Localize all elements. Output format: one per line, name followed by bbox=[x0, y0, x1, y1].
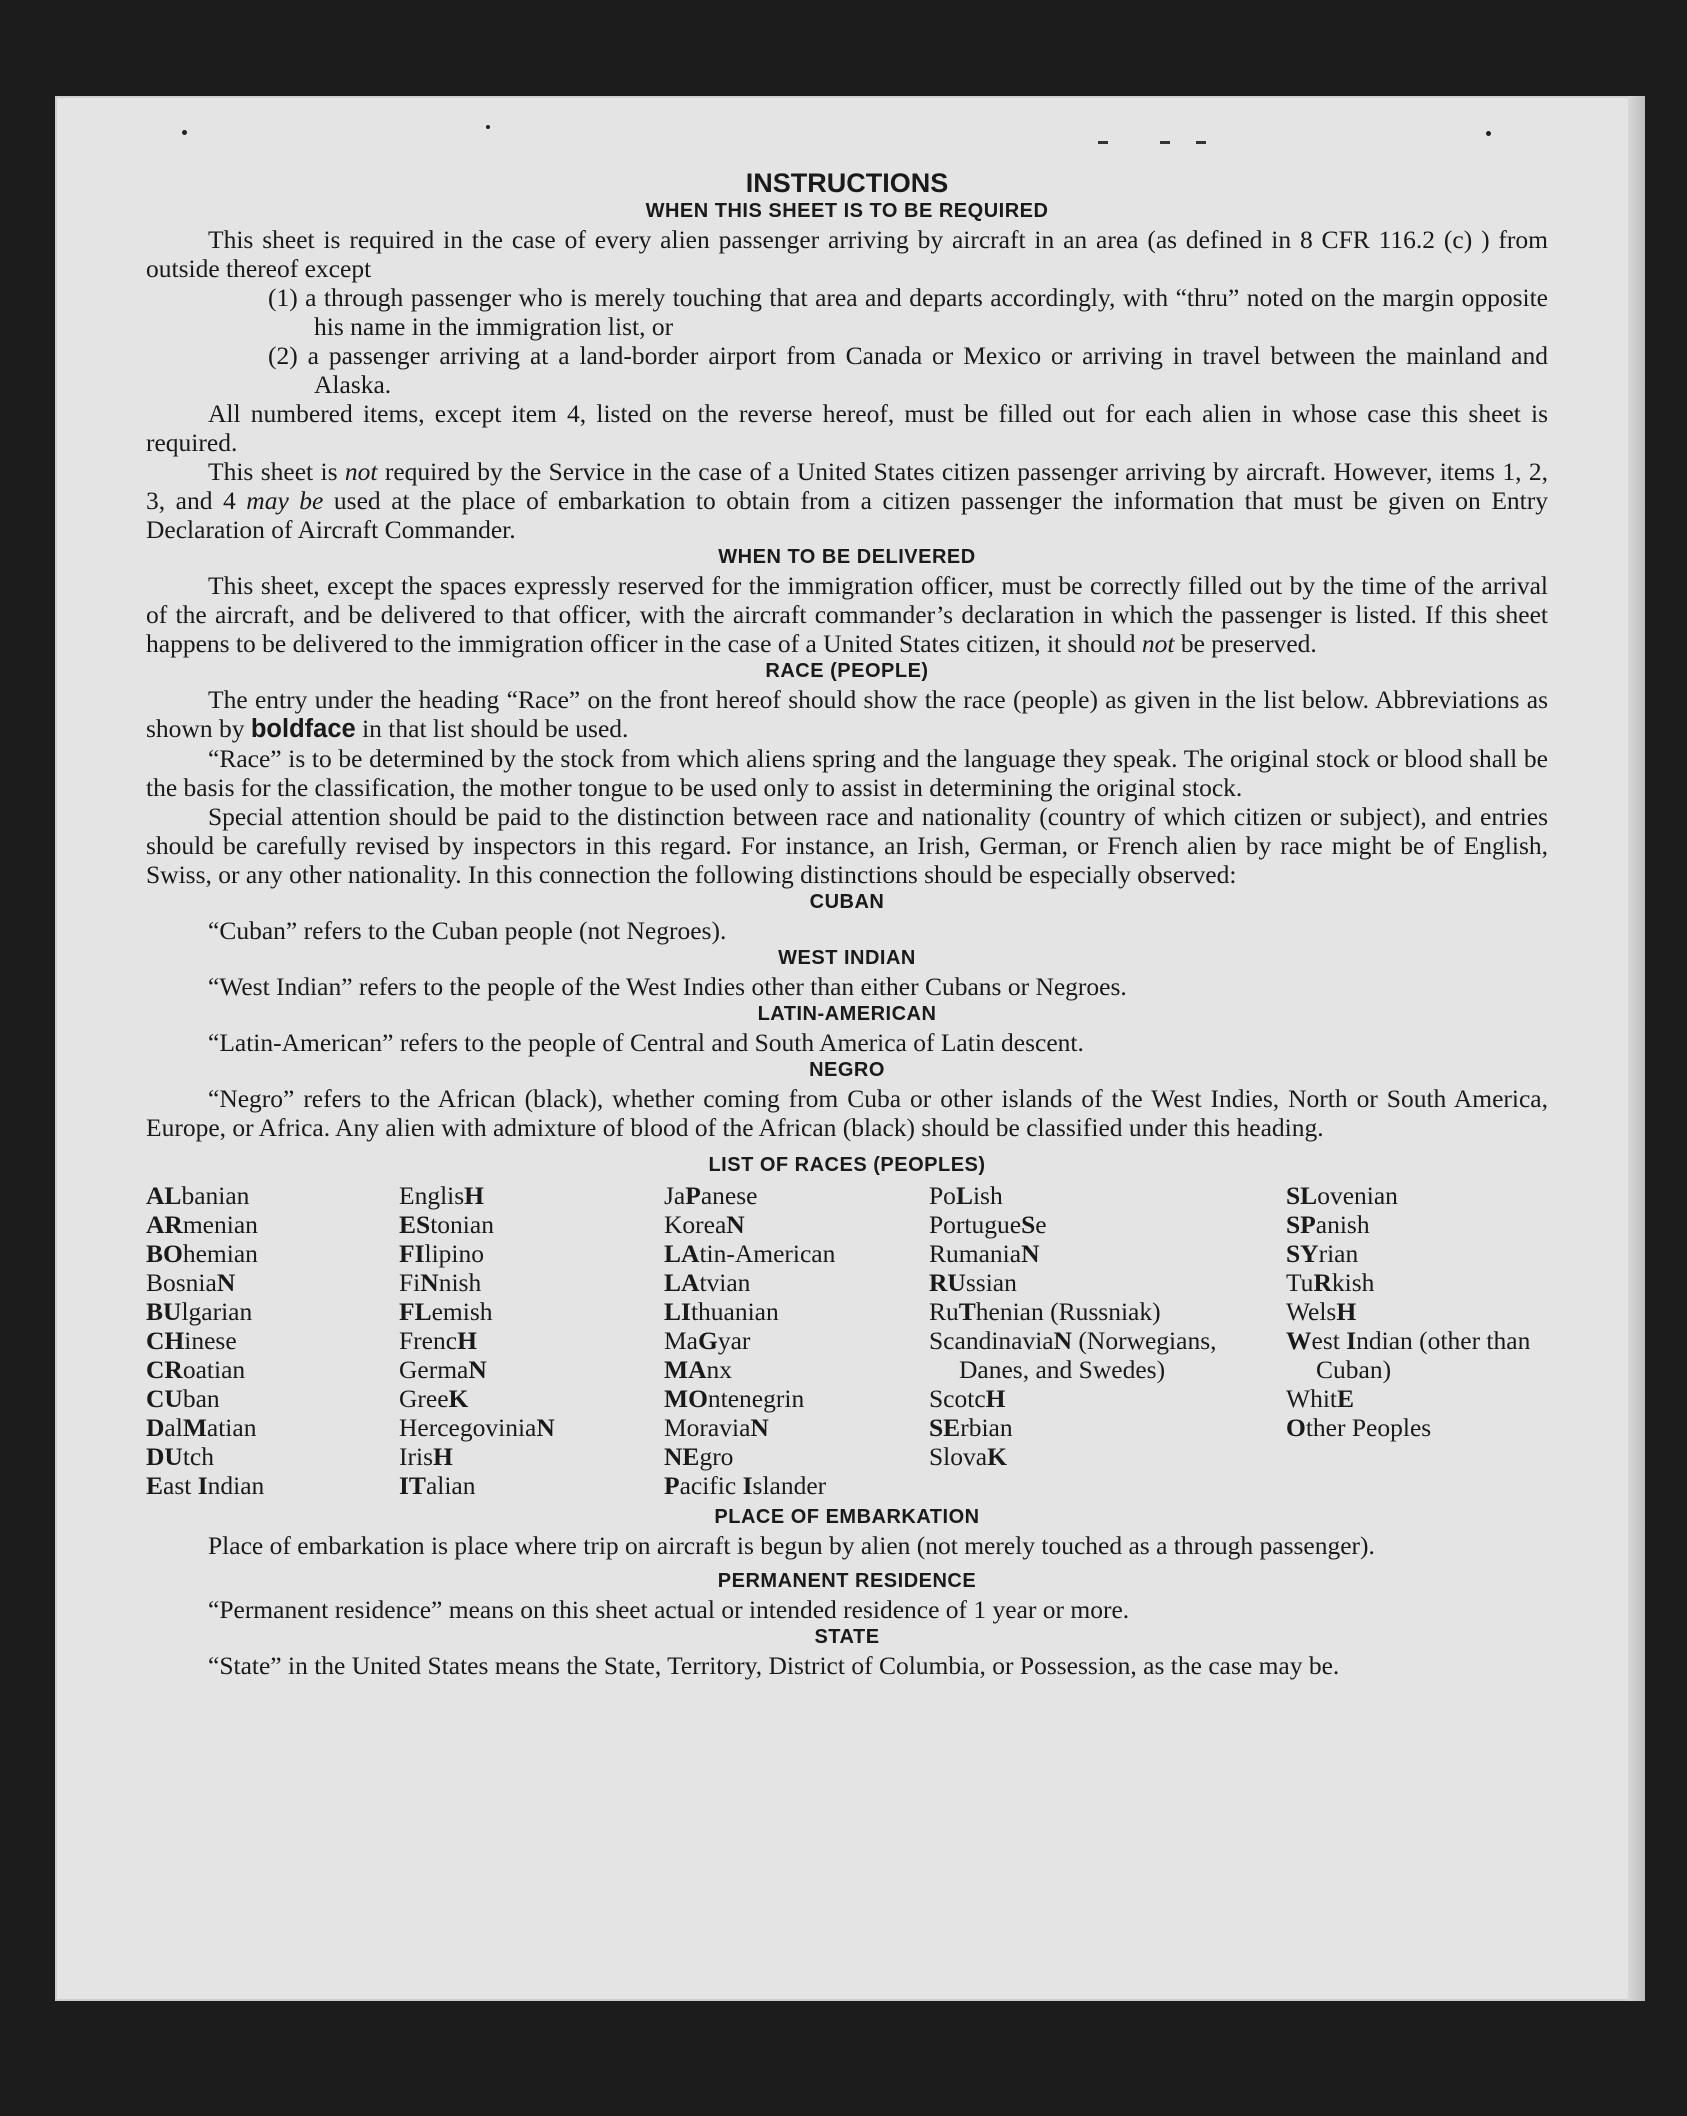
race-entry: RumaniaN bbox=[929, 1239, 1040, 1268]
scan-mark bbox=[1196, 141, 1206, 144]
race-entry: IrisH bbox=[399, 1442, 453, 1471]
race-entry: EStonian bbox=[399, 1210, 494, 1239]
section-heading-permanent-residence: PERMANENT RESIDENCE bbox=[717, 1570, 977, 1592]
section-heading-list-of-races: LIST OF RACES (PEOPLES) bbox=[708, 1154, 986, 1176]
race-entry: ALbanian bbox=[146, 1181, 250, 1210]
paragraph: All numbered items, except item 4, listed on the reverse hereof, must be filled out for each alien in whose case this sheet is required. bbox=[146, 399, 1548, 457]
race-entry: ARmenian bbox=[146, 1210, 258, 1239]
race-entry: FiNnish bbox=[399, 1268, 482, 1297]
race-column bbox=[399, 1181, 664, 1500]
race-entry: ITalian bbox=[399, 1471, 476, 1500]
race-entry: DalMatian bbox=[146, 1413, 257, 1442]
race-entry: TuRkish bbox=[1286, 1268, 1375, 1297]
list-item: (1) a through passenger who is merely touching that area and departs accordingly, with “thru” noted on the margin opposite his name in the immigration list, or bbox=[268, 283, 1548, 341]
speck bbox=[486, 125, 490, 129]
race-entry: SErbian bbox=[929, 1413, 1013, 1442]
race-column bbox=[1286, 1181, 1548, 1500]
race-entry: CRoatian bbox=[146, 1355, 246, 1384]
paragraph: Special attention should be paid to the distinction between race and nationality (country of which citizen or subject), and entries should be carefully revised by inspectors in this regard. For instance, an Irish, German, or French alien by race might be of English, Swiss, or any other nationality. In this connection the following distinctions should be especially observed: bbox=[146, 802, 1548, 889]
paragraph: This sheet is required in the case of every alien passenger arriving by aircraft in an area (as defined in 8 CFR 116.2 (c) ) from outside thereof except bbox=[146, 225, 1548, 283]
race-entry: MOntenegrin bbox=[664, 1384, 805, 1413]
race-entry: LIthuanian bbox=[664, 1297, 779, 1326]
race-column bbox=[146, 1181, 399, 1500]
paragraph: The entry under the heading “Race” on the front hereof should show the race (people) as given in the list below. Abbreviations as shown by boldface in that list should be used. bbox=[146, 685, 1548, 743]
paragraph: “Latin-American” refers to the people of Central and South America of Latin descent. bbox=[208, 1028, 1084, 1057]
race-entry: Other Peoples bbox=[1286, 1413, 1432, 1442]
section-heading-state: STATE bbox=[814, 1626, 880, 1648]
paragraph: This sheet, except the spaces expressly reserved for the immigration officer, must be correctly filled out by the time of the arrival of the aircraft, and be delivered to that officer, with the aircraft commander’s declaration in which the passenger is listed. If this sheet happens to be delivered to the immigration officer in the case of a United States citizen, it should not be preserved. bbox=[146, 571, 1548, 658]
paragraph: “State” in the United States means the State, Territory, District of Columbia, or Possession, as the case may be. bbox=[208, 1651, 1340, 1680]
races-list bbox=[146, 1181, 1548, 1500]
paragraph: Place of embarkation is place where trip on aircraft is begun by alien (not merely touched as a through passenger). bbox=[208, 1531, 1375, 1560]
section-heading-when-required: WHEN THIS SHEET IS TO BE REQUIRED bbox=[645, 200, 1049, 222]
section-heading-when-delivered: WHEN TO BE DELIVERED bbox=[718, 546, 976, 568]
race-entry: SPanish bbox=[1286, 1210, 1370, 1239]
speck bbox=[182, 130, 187, 135]
race-entry: West Indian (other than Cuban) bbox=[1286, 1326, 1531, 1384]
race-entry: FLemish bbox=[399, 1297, 493, 1326]
race-entry: WhitE bbox=[1286, 1384, 1355, 1413]
race-column bbox=[664, 1181, 929, 1500]
race-entry: LAtin-American bbox=[664, 1239, 836, 1268]
race-entry: MoraviaN bbox=[664, 1413, 769, 1442]
race-entry: GreeK bbox=[399, 1384, 469, 1413]
section-heading-cuban: CUBAN bbox=[809, 891, 885, 913]
race-entry: EnglisH bbox=[399, 1181, 485, 1210]
speck bbox=[1486, 131, 1491, 136]
race-entry: East Indian bbox=[146, 1471, 265, 1500]
race-entry: DUtch bbox=[146, 1442, 214, 1471]
race-entry: MaGyar bbox=[664, 1326, 751, 1355]
race-entry: BUlgarian bbox=[146, 1297, 253, 1326]
race-entry: RuThenian (Russniak) bbox=[929, 1297, 1161, 1326]
race-entry: BOhemian bbox=[146, 1239, 258, 1268]
paragraph: This sheet is not required by the Service in the case of a United States citizen passenger arriving by aircraft. However, items 1, 2, 3, and 4 may be used at the place of embarkation to obtain from a citizen passenger the information that must be given on Entry Declaration of Aircraft Commander. bbox=[146, 457, 1548, 544]
race-entry: ScandinaviaN (Norwegians, Danes, and Swedes) bbox=[929, 1326, 1217, 1384]
race-entry: PoLish bbox=[929, 1181, 1003, 1210]
race-entry: JaPanese bbox=[664, 1181, 758, 1210]
instructions-body bbox=[146, 168, 1548, 1680]
race-entry: RUssian bbox=[929, 1268, 1017, 1297]
race-entry: FIlipino bbox=[399, 1239, 485, 1268]
race-entry: NEgro bbox=[664, 1442, 734, 1471]
section-heading-west-indian: WEST INDIAN bbox=[778, 947, 916, 969]
race-entry: LAtvian bbox=[664, 1268, 751, 1297]
page-title: INSTRUCTIONS bbox=[745, 168, 949, 198]
paragraph: “Cuban” refers to the Cuban people (not Negroes). bbox=[208, 916, 727, 945]
race-entry: CHinese bbox=[146, 1326, 237, 1355]
paragraph: “Race” is to be determined by the stock from which aliens spring and the language they speak. The original stock or blood shall be the basis for the classification, the mother tongue to be used only to assist in determining the original stock. bbox=[146, 744, 1548, 802]
race-entry: HercegoviniaN bbox=[399, 1413, 555, 1442]
paragraph: “Negro” refers to the African (black), whether coming from Cuba or other islands of the West Indies, North or South America, Europe, or Africa. Any alien with admixture of blood of the African (black) should be classified under this heading. bbox=[146, 1084, 1548, 1142]
list-item: (2) a passenger arriving at a land-border airport from Canada or Mexico or arriving in travel between the mainland and Alaska. bbox=[268, 341, 1548, 399]
scan-mark bbox=[1098, 141, 1108, 144]
race-entry: ScotcH bbox=[929, 1384, 1006, 1413]
race-entry: FrencH bbox=[399, 1326, 477, 1355]
section-heading-latin-american: LATIN-AMERICAN bbox=[757, 1003, 937, 1025]
paragraph: “West Indian” refers to the people of the West Indies other than either Cubans or Negroes. bbox=[208, 972, 1127, 1001]
paragraph: “Permanent residence” means on this sheet actual or intended residence of 1 year or more. bbox=[208, 1595, 1130, 1624]
sheet-edge-shadow bbox=[1628, 96, 1645, 2001]
section-heading-race: RACE (PEOPLE) bbox=[765, 660, 929, 682]
scan-mark bbox=[1160, 141, 1170, 144]
race-entry: SlovaK bbox=[929, 1442, 1007, 1471]
race-entry: WelsH bbox=[1286, 1297, 1357, 1326]
section-heading-embarkation: PLACE OF EMBARKATION bbox=[714, 1506, 980, 1528]
race-column bbox=[929, 1181, 1286, 1500]
race-entry: GermaN bbox=[399, 1355, 487, 1384]
race-entry: MAnx bbox=[664, 1355, 732, 1384]
race-entry: KoreaN bbox=[664, 1210, 745, 1239]
race-entry: SLovenian bbox=[1286, 1181, 1398, 1210]
race-entry: Pacific Islander bbox=[664, 1471, 827, 1500]
race-entry: CUban bbox=[146, 1384, 220, 1413]
section-heading-negro: NEGRO bbox=[809, 1059, 885, 1081]
race-entry: SYrian bbox=[1286, 1239, 1359, 1268]
race-entry: BosniaN bbox=[146, 1268, 236, 1297]
race-entry: PortugueSe bbox=[929, 1210, 1047, 1239]
